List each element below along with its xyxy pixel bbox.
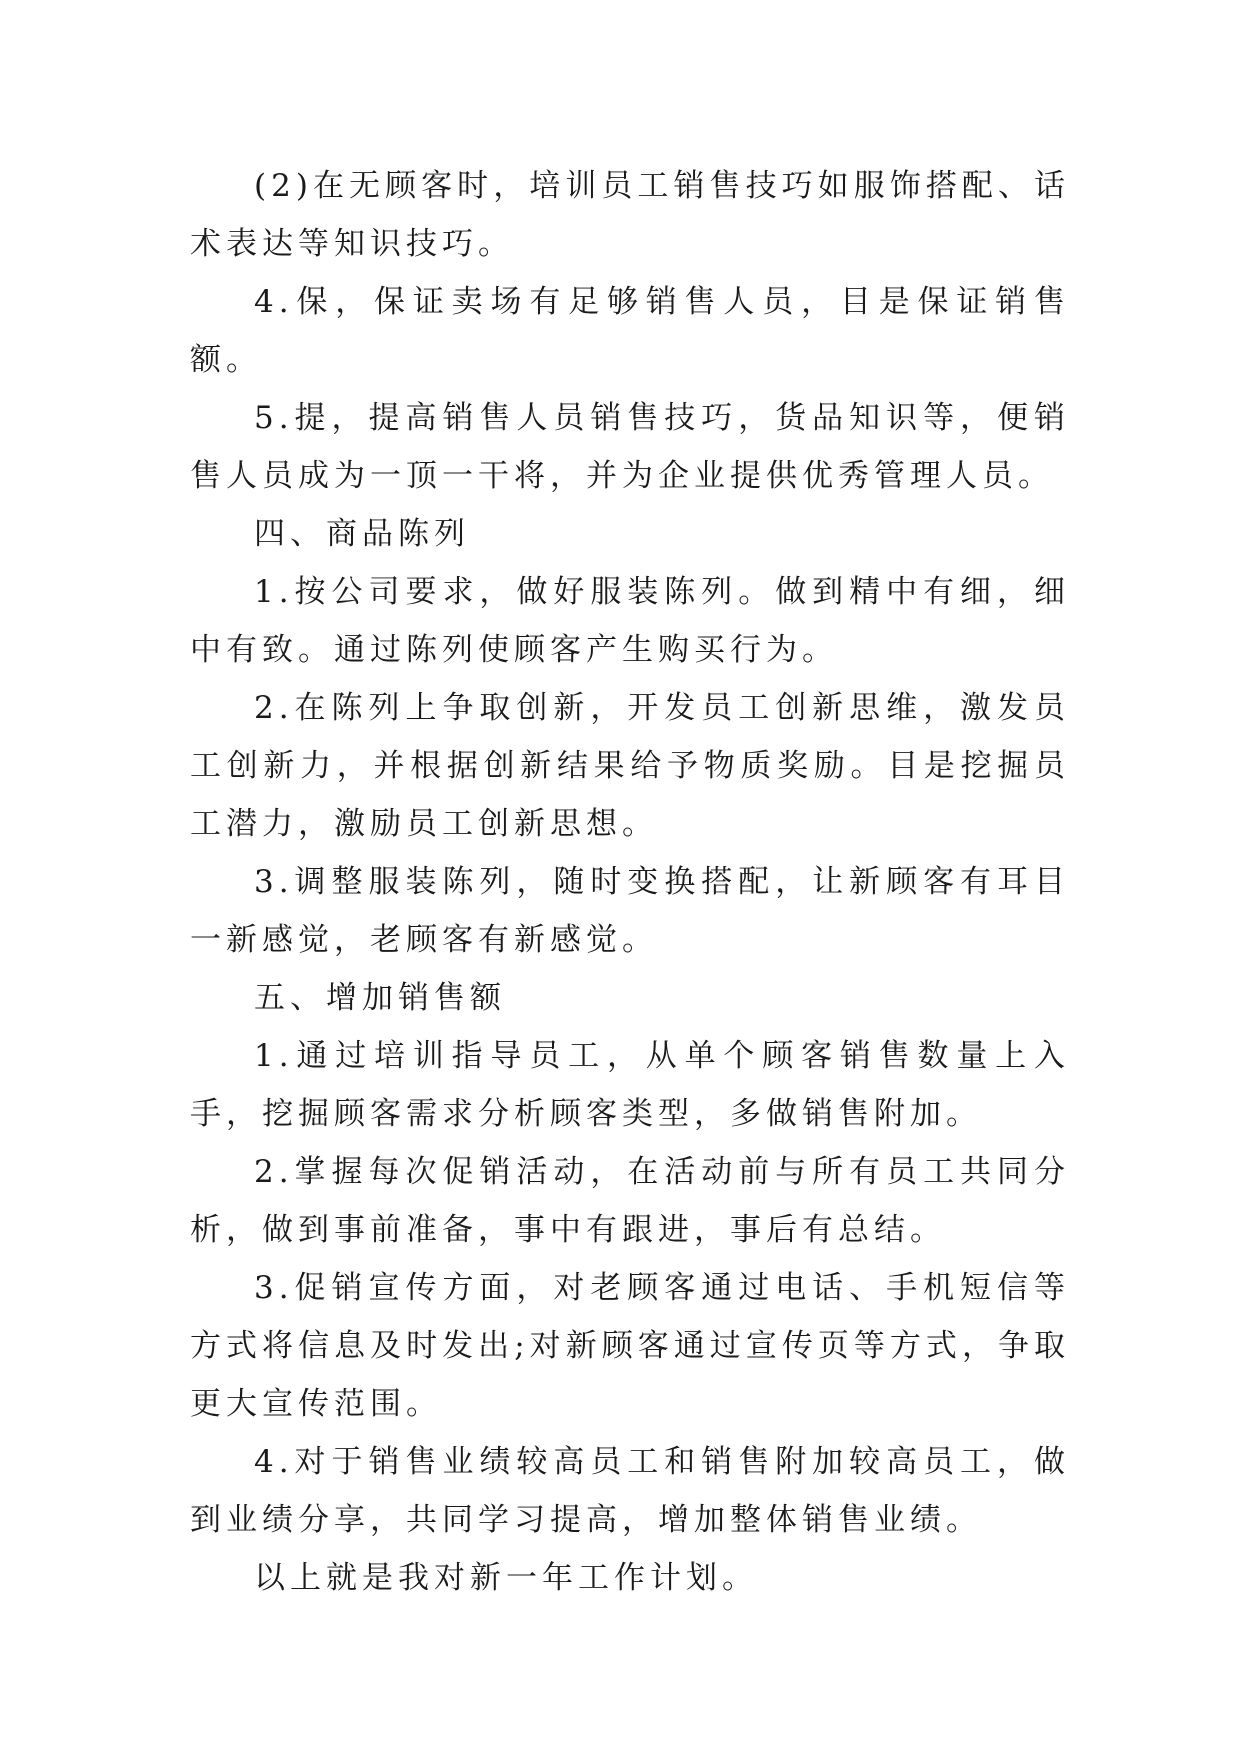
paragraph-display-1: 1.按公司要求，做好服装陈列。做到精中有细，细中有致。通过陈列使顾客产生购买行为。 bbox=[190, 574, 1070, 668]
section-heading-display: 四、商品陈列 bbox=[254, 516, 470, 552]
paragraph-sales-2: 2.掌握每次促销活动，在活动前与所有员工共同分析，做到事前准备，事中有跟进，事后有总结。 bbox=[190, 1154, 1070, 1248]
document-body bbox=[190, 157, 1070, 1607]
paragraph-improve-skills: 5.提，提高销售人员销售技巧，货品知识等，便销售人员成为一顶一干将，并为企业提供优秀管理人员。 bbox=[190, 400, 1070, 494]
paragraph-sales-4: 4.对于销售业绩较高员工和销售附加较高员工，做到业绩分享，共同学习提高，增加整体销售业绩。 bbox=[190, 1444, 1070, 1538]
paragraph-training-skills: (2)在无顾客时，培训员工销售技巧如服饰搭配、话术表达等知识技巧。 bbox=[190, 168, 1070, 262]
paragraph-sales-3: 3.促销宣传方面，对老顾客通过电话、手机短信等方式将信息及时发出;对新顾客通过宣传页等方式，争取更大宣传范围。 bbox=[190, 1270, 1070, 1422]
paragraph-sales-1: 1.通过培训指导员工，从单个顾客销售数量上入手，挖掘顾客需求分析顾客类型，多做销售附加。 bbox=[190, 1038, 1070, 1132]
paragraph-display-2: 2.在陈列上争取创新，开发员工创新思维，激发员工创新力，并根据创新结果给予物质奖励。目是挖掘员工潜力，激励员工创新思想。 bbox=[190, 690, 1070, 842]
section-heading-sales: 五、增加销售额 bbox=[254, 980, 506, 1016]
paragraph-closing: 以上就是我对新一年工作计划。 bbox=[254, 1560, 758, 1596]
paragraph-display-3: 3.调整服装陈列，随时变换搭配，让新顾客有耳目一新感觉，老顾客有新感觉。 bbox=[190, 864, 1070, 958]
paragraph-staffing: 4.保，保证卖场有足够销售人员，目是保证销售额。 bbox=[190, 284, 1070, 378]
